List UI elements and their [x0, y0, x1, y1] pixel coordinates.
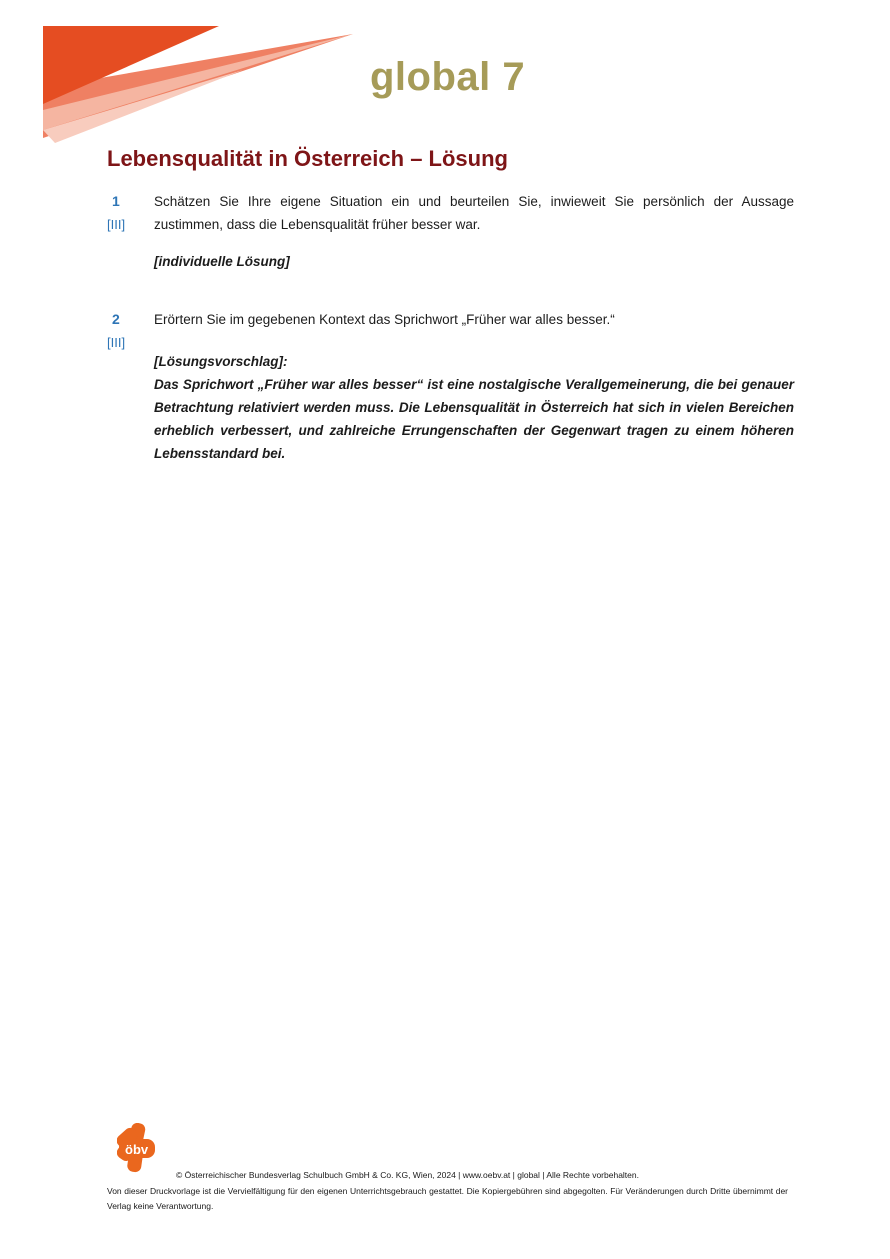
task-1-number-column — [107, 190, 154, 236]
task-solution: Das Sprichwort „Früher war alles besser“ ist eine nostalgische Verallgemeinerung, die bei genauer Betrachtung relativiert werden muss. Die Lebensqualität in Österreich hat sich in vielen Bereichen erheblich verbessert, und zahlreiche Errungenschaften der Gegenwart tragen zu einem höheren Lebensstandard bei. — [154, 377, 794, 461]
task-level-badge: [III] — [107, 217, 126, 232]
task-2-number-column — [107, 308, 154, 354]
obv-logo-text: öbv — [125, 1142, 149, 1157]
task-prompt: Erörtern Sie im gegebenen Kontext das Sprichwort „Früher war alles besser.“ — [154, 312, 615, 327]
brand-title: global 7 — [370, 55, 526, 99]
task-level-badge: [III] — [107, 335, 126, 350]
obv-logo-icon — [117, 1123, 157, 1173]
task-1-section — [107, 190, 794, 273]
task-solution: [individuelle Lösung] — [154, 254, 290, 269]
page-title: Lebensqualität in Österreich – Lösung — [107, 146, 508, 171]
footer-copyright: © Österreichischer Bundesverlag Schulbuch GmbH & Co. KG, Wien, 2024 | www.oebv.at | global | Alle Rechte vorbehalten. — [176, 1170, 639, 1180]
task-2-section — [107, 308, 794, 465]
task-number: 2 — [112, 311, 120, 327]
header-swoosh-graphic — [43, 26, 353, 143]
task-2-content — [154, 308, 794, 465]
footer-notice: Von dieser Druckvorlage ist die Vervielfältigung für den eigenen Unterrichtsgebrauch gestattet. Die Kopiergebühren sind abgegolten. Für Veränderungen durch Dritte übernimmt der Verlag keine Verantwortung. — [107, 1186, 788, 1211]
task-prompt: Schätzen Sie Ihre eigene Situation ein und beurteilen Sie, inwieweit Sie persönlich der Aussage zustimmen, dass die Lebensqualität früher besser war. — [154, 194, 794, 232]
solution-label: [Lösungsvorschlag]: — [154, 354, 288, 369]
task-number: 1 — [112, 193, 120, 209]
task-1-content — [154, 190, 794, 273]
